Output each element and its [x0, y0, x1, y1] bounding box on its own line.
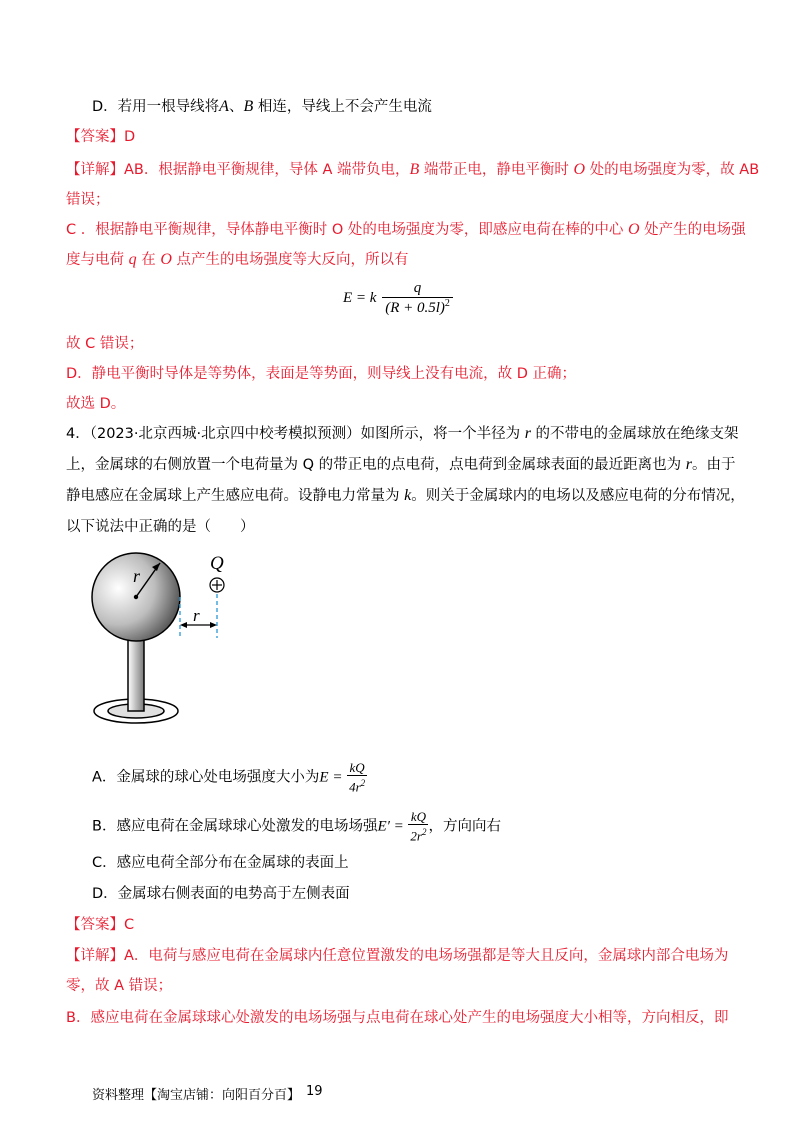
- prev-detail-ab-cont: 错误；: [66, 192, 110, 208]
- page-number: 19: [306, 1084, 323, 1099]
- q4-option-b: B．感应电荷在金属球球心处激发的电场场强E′ = $\frac{kQ}{2r^2}$ ，方向向右: [92, 809, 501, 844]
- prev-answer: 【答案】D: [66, 129, 136, 145]
- q4-option-c: C．感应电荷全部分布在金属球的表面上: [92, 855, 349, 871]
- prev-detail-c: C ．根据静电平衡规律，导体静电平衡时 O 处的电场强度为零，即感应电荷在棒的中心 O 处产生的电场强: [66, 221, 746, 238]
- q4-option-a: A．金属球的球心处电场强度大小为E = $\frac{kQ}{4r^2}$: [92, 760, 366, 795]
- sphere-radius-label: r: [133, 566, 141, 586]
- gap-distance-label: r: [193, 606, 200, 625]
- insulating-rod: [128, 638, 144, 711]
- q4-detail-a-cont: 零，故 A 错误；: [66, 978, 173, 994]
- prev-detail-ab: 【详解】AB．根据静电平衡规律，导体 A 端带负电，B 端带正电，静电平衡时 O 处的电场强度为零，故 AB: [66, 161, 760, 178]
- q4-detail-a: 【详解】A．电荷与感应电荷在金属球内任意位置激发的电场场强都是等大且反向，金属球内部合电场为: [66, 948, 729, 964]
- q4-line3: 静电感应在金属球上产生感应电荷。设静电力常量为 k。则关于金属球内的电场以及感应电荷的分布情况，: [66, 487, 745, 504]
- footer-source: 资料整理【淘宝店铺：向阳百分百】: [92, 1088, 301, 1103]
- q4-line1: 4．（2023·北京西城·北京四中校考模拟预测）如图所示，将一个半径为 r 的不带电的金属球放在绝缘支架: [66, 425, 739, 442]
- charge-label: Q: [210, 553, 224, 574]
- formula-e-field: E = k $\frac{q}{(R + 0.5l)^2}$: [343, 280, 455, 317]
- prev-choose: 故选 D。: [66, 396, 126, 412]
- formula-fraction: $\frac{q}{(R + 0.5l)^2}$: [382, 280, 453, 317]
- sphere-figure: [86, 550, 256, 735]
- q4-line2: 上，金属球的右侧放置一个电荷量为 Q 的带正电的点电荷，点电荷到金属球表面的最近距离也为 r。由于: [66, 456, 736, 473]
- q4-option-d: D．金属球右侧表面的电势高于左侧表面: [92, 886, 350, 902]
- q4-answer: 【答案】C: [66, 917, 135, 933]
- prev-c-wrong: 故 C 错误；: [66, 336, 144, 352]
- prev-d-right: D．静电平衡时导体是等势体，表面是等势面，则导线上没有电流，故 D 正确；: [66, 366, 577, 382]
- q4-detail-b: B．感应电荷在金属球球心处激发的电场场强与点电荷在球心处产生的电场强度大小相等，方向相反，即: [66, 1010, 729, 1026]
- prev-detail-c-cont: 度与电荷 q 在 O 点产生的电场强度等大反向，所以有: [66, 251, 409, 268]
- prev-option-d: D．若用一根导线将A、B 相连，导线上不会产生电流: [92, 98, 432, 115]
- q4-line4: 以下说法中正确的是（ ）: [66, 519, 255, 535]
